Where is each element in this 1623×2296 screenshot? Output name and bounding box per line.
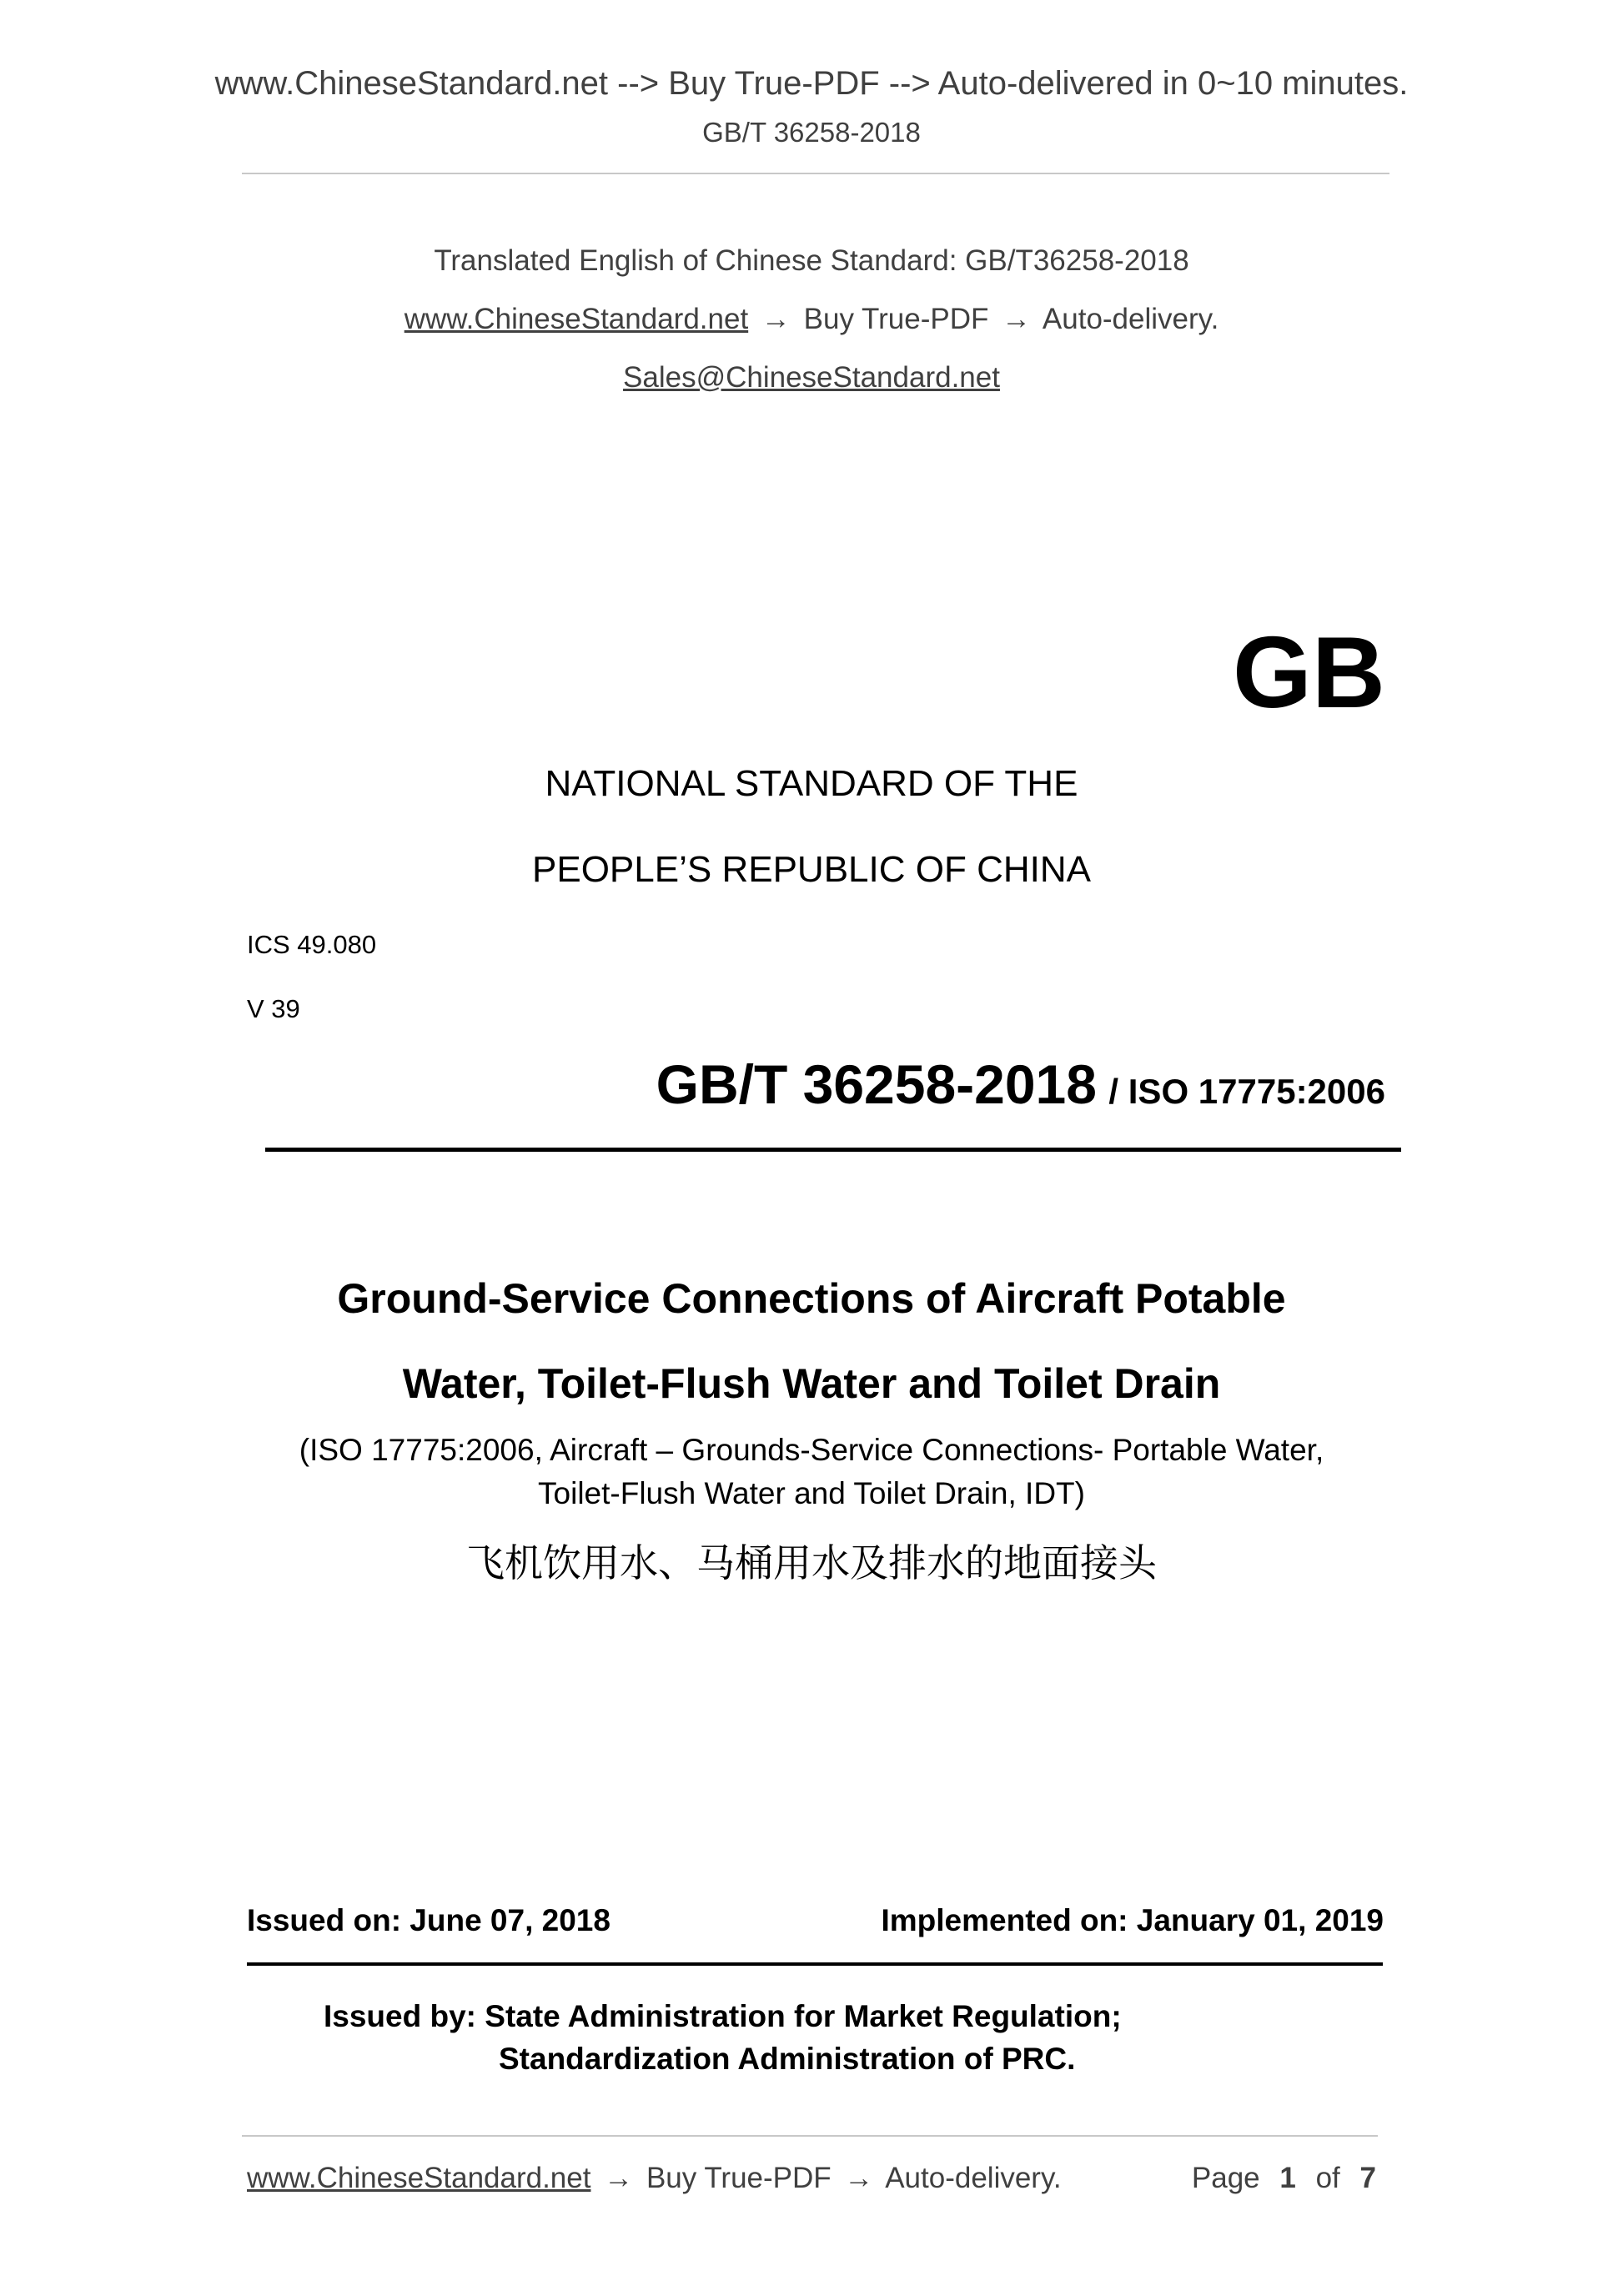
top-banner-line1: www.ChineseStandard.net --> Buy True-PDF --> Auto-delivered in 0~10 minutes. xyxy=(214,65,1409,102)
footer-buy-text: Buy True-PDF xyxy=(646,2162,832,2194)
total-pages: 7 xyxy=(1359,2162,1376,2194)
national-standard-line1: NATIONAL STANDARD OF THE xyxy=(545,763,1078,804)
arrow-right-icon: → xyxy=(844,2162,874,2194)
arrow-right-icon: → xyxy=(604,2162,634,2194)
iso-reference-line2: Toilet-Flush Water and Toilet Drain, IDT) xyxy=(538,1476,1085,1510)
ccs-code: V 39 xyxy=(247,994,300,1023)
page-number: 1 xyxy=(1279,2162,1296,2194)
translation-notice: Translated English of Chinese Standard: GB/T36258-2018 xyxy=(434,244,1189,277)
page-label: Page xyxy=(1191,2162,1260,2194)
buy-true-pdf-text: Buy True-PDF xyxy=(803,303,989,335)
footer-site-link[interactable]: www.ChineseStandard.net xyxy=(247,2162,591,2194)
issuer-line2: Standardization Administration of PRC. xyxy=(499,2042,1076,2076)
gb-logo: GB xyxy=(1233,615,1385,729)
standard-number-rule xyxy=(265,1148,1401,1152)
sales-email-link[interactable]: Sales@ChineseStandard.net xyxy=(623,361,1000,394)
standard-number-main: GB/T 36258-2018 xyxy=(656,1053,1097,1115)
of-label: of xyxy=(1315,2162,1340,2194)
footer-delivery-text: Auto-delivery. xyxy=(885,2162,1062,2194)
top-banner-standard-code: GB/T 36258-2018 xyxy=(702,117,921,148)
iso-equivalent: / ISO 17775:2006 xyxy=(1108,1072,1385,1111)
chinese-title: 飞机饮用水、马桶用水及排水的地面接头 xyxy=(466,1540,1157,1585)
issuer-line1: Issued by: State Administration for Market Regulation; xyxy=(324,1999,1122,2033)
page-indicator xyxy=(1192,2162,1376,2195)
standard-number xyxy=(656,1053,1385,1116)
site-link[interactable]: www.ChineseStandard.net xyxy=(404,303,749,335)
arrow-right-icon: → xyxy=(761,303,791,335)
iso-reference-line1: (ISO 17775:2006, Aircraft – Grounds-Service Connections- Portable Water, xyxy=(299,1433,1324,1467)
translation-buy-line xyxy=(0,303,1623,336)
dates-rule xyxy=(247,1962,1383,1966)
sales-email-row xyxy=(0,361,1623,394)
top-divider xyxy=(242,173,1389,174)
doc-title-line1: Ground-Service Connections of Aircraft Potable xyxy=(337,1275,1286,1322)
ics-code: ICS 49.080 xyxy=(247,930,377,959)
footer-divider xyxy=(242,2135,1378,2137)
footer-links xyxy=(247,2162,1062,2195)
doc-title-line2: Water, Toilet-Flush Water and Toilet Drain xyxy=(402,1360,1221,1407)
auto-delivery-text: Auto-delivery. xyxy=(1042,303,1219,335)
arrow-right-icon: → xyxy=(1002,303,1032,335)
issued-date: Issued on: June 07, 2018 xyxy=(247,1903,611,1937)
implemented-date: Implemented on: January 01, 2019 xyxy=(881,1903,1384,1937)
national-standard-line2: PEOPLE’S REPUBLIC OF CHINA xyxy=(532,849,1091,890)
